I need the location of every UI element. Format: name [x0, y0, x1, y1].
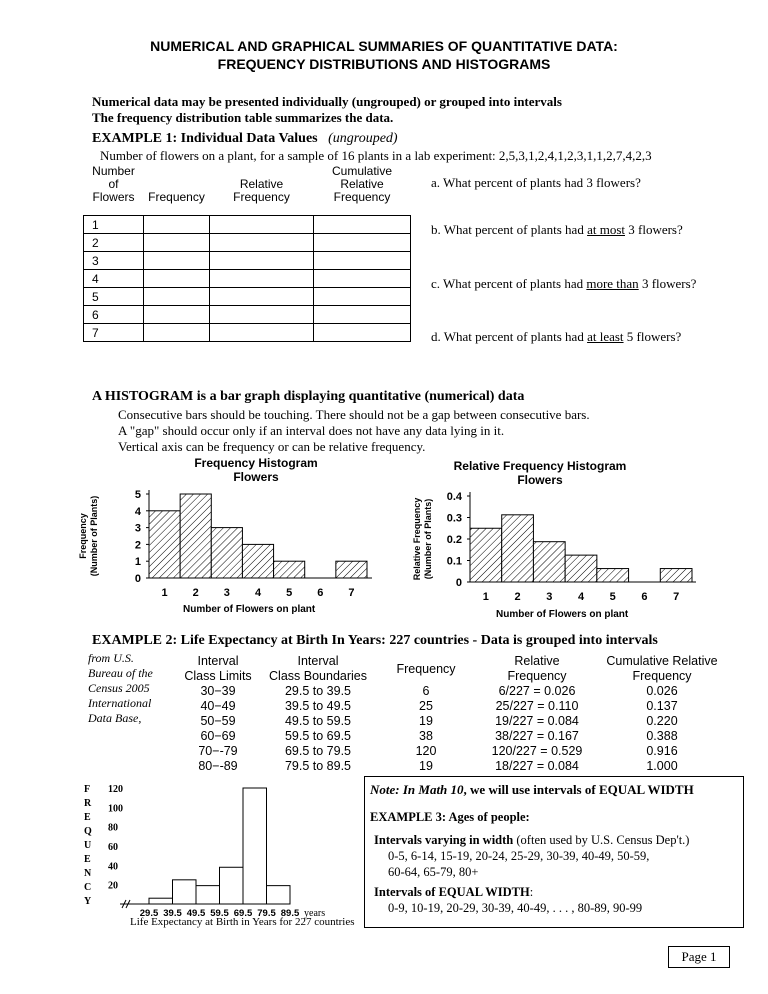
header-number-of-flowers: Number of Flowers: [92, 164, 135, 204]
table-row: [84, 306, 411, 324]
example2-source: from U.S. Bureau of the Census 2005 International Data Base,: [88, 651, 153, 725]
y-tick-label: 2: [134, 539, 141, 552]
table-cell: 30−39: [200, 684, 236, 698]
table-cell: 39.5 to 49.5: [284, 699, 352, 713]
table-cell: 25: [419, 699, 433, 713]
histogram-bar: [597, 569, 629, 582]
y-tick-label: 0: [134, 573, 141, 585]
histogram-bar: [267, 886, 291, 904]
histogram-heading: A HISTOGRAM is a bar graph displaying quantitative (numerical) data: [92, 389, 525, 404]
relfreq-histogram-title: Relative Frequency Histogram Flowers: [453, 459, 627, 487]
table-cell: 38/227 = 0.167: [495, 729, 579, 743]
table-row: [176, 759, 726, 774]
question-c: c. What percent of plants had more than 3 flowers?: [431, 276, 697, 291]
header-frequency: Frequency: [396, 661, 456, 676]
row-label: 5: [84, 288, 144, 306]
life-expectancy-table: [176, 654, 726, 774]
y-axis-letter: E: [84, 812, 91, 823]
header-cumulative-relative-frequency: Cumulative Relative Frequency: [331, 164, 393, 204]
y-tick-label: 3: [134, 522, 141, 535]
example2-heading: EXAMPLE 2: Life Expectancy at Birth In Years: 227 countries - Data is grouped into intervals: [92, 633, 658, 648]
histogram-bar: [173, 880, 197, 904]
y-tick-label: 0.1: [446, 555, 462, 568]
table-cell: 120/227 = 0.529: [491, 744, 583, 758]
row-label: 6: [84, 306, 144, 324]
y-tick-label: 4: [134, 505, 141, 518]
example3-equal-title: Intervals of EQUAL WIDTH:: [374, 885, 534, 899]
intro-line1: Numerical data may be presented individually (ungrouped) or grouped into intervals: [92, 94, 562, 109]
x-tick-label: 4: [577, 591, 585, 603]
y-tick-label: 0: [455, 577, 462, 589]
frequency-table: [83, 165, 411, 342]
histogram-bar: [243, 788, 267, 904]
y-tick-label: 80: [108, 822, 118, 834]
example1-heading: EXAMPLE 1: Individual Data Values (ungrouped): [92, 131, 398, 146]
table-row: [84, 234, 411, 252]
x-tick-label: 7: [348, 587, 355, 599]
table-cell: 19: [419, 759, 433, 773]
table-row: [176, 699, 726, 714]
y-axis-letter: R: [84, 798, 92, 809]
x-tick-label: 1: [161, 587, 168, 599]
y-tick-label: 0.2: [446, 534, 462, 546]
row-label: 3: [84, 252, 144, 270]
row-label: 2: [84, 234, 144, 252]
x-tick-label: 3: [223, 587, 230, 599]
histogram-bar: [180, 494, 211, 578]
freq-histogram-title: Frequency Histogram Flowers: [194, 456, 318, 484]
x-unit-label: years: [304, 908, 326, 919]
x-tick-label: 5: [609, 591, 616, 603]
table-cell: 25/227 = 0.110: [495, 699, 579, 713]
table-row: [176, 684, 726, 699]
y-axis-letter: F: [84, 784, 91, 795]
row-label: 7: [84, 324, 144, 342]
relfreq-histogram-xlabel: Number of Flowers on plant: [496, 609, 629, 620]
x-tick-label: 6: [317, 587, 324, 599]
table-cell: 80−-89: [198, 759, 238, 773]
x-tick-label: 59.5: [210, 908, 229, 919]
question-b: b. What percent of plants had at most 3 flowers?: [431, 222, 683, 237]
table-row: [84, 270, 411, 288]
table-cell: 120: [415, 744, 437, 758]
table-row: [84, 288, 411, 306]
x-tick-label: 7: [673, 591, 680, 603]
x-tick-label: 3: [546, 591, 553, 603]
histogram-bar: [470, 528, 502, 582]
histogram-bar: [660, 569, 692, 582]
table-cell: 49.5 to 59.5: [284, 714, 352, 728]
table-row: [84, 252, 411, 270]
question-d: d. What percent of plants had at least 5 flowers?: [431, 329, 682, 344]
frequency-table-header: [84, 165, 411, 216]
y-tick-label: 60: [108, 842, 118, 853]
y-tick-label: 20: [108, 880, 118, 892]
histogram-bar: [220, 867, 244, 904]
x-tick-label: 5: [286, 587, 293, 599]
table-cell: 38: [419, 729, 433, 743]
x-tick-label: 1: [482, 591, 489, 603]
y-tick-label: 100: [108, 803, 123, 815]
header-relative-frequency: Relative Frequency: [507, 654, 567, 683]
y-axis-letter: U: [84, 840, 92, 851]
x-tick-label: 2: [192, 587, 199, 599]
y-tick-label: 1: [134, 556, 141, 569]
table-cell: 50−59: [200, 714, 236, 728]
histogram-bar: [242, 544, 273, 578]
page-title-line1: NUMERICAL AND GRAPHICAL SUMMARIES OF QUANTITATIVE DATA:: [150, 38, 618, 54]
table-cell: 79.5 to 89.5: [284, 759, 352, 773]
y-tick-label: 120: [108, 784, 123, 795]
life-expectancy-xlabel: Life Expectancy at Birth in Years for 227 countries: [130, 916, 355, 928]
histogram-bar: [149, 898, 173, 904]
x-tick-label: 4: [254, 587, 262, 599]
example3-equal-line2: 0-9, 10-19, 20-29, 30-39, 40-49, . . . , 80-89, 90-99: [388, 901, 643, 915]
y-axis-letter: E: [84, 854, 91, 865]
x-tick-label: 6: [641, 591, 648, 603]
example3-varying-line2: 0-5, 6-14, 15-19, 20-24, 25-29, 30-39, 40-49, 50-59,: [388, 849, 650, 863]
x-tick-label: 49.5: [186, 908, 206, 919]
table-row: [176, 714, 726, 729]
note-text: Note: In Math 10, we will use intervals of EQUAL WIDTH: [370, 782, 694, 797]
y-axis-label: Frequency(Number of Plants): [78, 495, 99, 577]
histogram-bar: [274, 561, 305, 578]
histogram-bar: [565, 555, 597, 582]
table-cell: 0.026: [646, 684, 678, 698]
x-tick-label: 79.5: [257, 908, 276, 919]
relfreq-histogram: [406, 488, 696, 628]
y-tick-label: 0.4: [446, 491, 462, 503]
histogram-bar: [196, 886, 220, 904]
table-cell: 18/227 = 0.084: [495, 759, 579, 773]
table-cell: 0.388: [646, 729, 678, 743]
table-cell: 19/227 = 0.084: [495, 714, 579, 728]
histogram-bar: [502, 515, 534, 582]
table-cell: 29.5 to 39.5: [284, 684, 352, 698]
y-tick-label: 0.3: [446, 512, 462, 525]
x-tick-label: 69.5: [233, 908, 253, 919]
row-label: 1: [84, 216, 144, 234]
histogram-bar: [336, 561, 367, 578]
histogram-line1: Consecutive bars should be touching. There should not be a gap between consecutive bars.: [118, 407, 590, 422]
question-a: a. What percent of plants had 3 flowers?: [431, 175, 641, 190]
x-tick-label: 89.5: [280, 908, 300, 919]
table-cell: 0.916: [646, 744, 678, 758]
y-tick-label: 40: [108, 861, 118, 873]
table-cell: 40−49: [200, 699, 236, 713]
table-row: [176, 729, 726, 744]
header-class-boundaries: Interval Class Boundaries: [269, 654, 367, 683]
table-cell: 19: [419, 714, 433, 728]
table-cell: 70−-79: [198, 744, 238, 758]
x-tick-label: 2: [514, 591, 521, 603]
y-axis-letter: N: [84, 868, 92, 879]
x-tick-label: 29.5: [139, 908, 159, 919]
table-header: [176, 654, 726, 684]
header-relative-frequency: Relative Frequency: [233, 177, 290, 204]
histogram-line2: A "gap" should occur only if an interval does not have any data lying in it.: [118, 423, 505, 438]
histogram-bar: [533, 542, 565, 582]
table-cell: 60−69: [200, 729, 236, 743]
table-cell: 6/227 = 0.026: [498, 684, 576, 698]
y-axis-letter: Q: [84, 826, 92, 837]
table-cell: 6: [422, 684, 430, 698]
life-expectancy-histogram: [82, 776, 372, 928]
intro-line2: The frequency distribution table summarizes the data.: [92, 110, 394, 125]
table-cell: 0.137: [646, 699, 678, 713]
y-axis-label: Relative Frequency(Number of Plants): [412, 497, 433, 581]
header-cumulative-relative-frequency: Cumulative Relative Frequency: [606, 654, 718, 683]
example3-heading: EXAMPLE 3: Ages of people:: [370, 810, 530, 824]
x-tick-label: 39.5: [163, 908, 182, 919]
header-frequency: Frequency: [148, 190, 205, 204]
header-class-limits: Interval Class Limits: [184, 654, 252, 683]
table-row: [84, 324, 411, 342]
table-cell: 0.220: [646, 714, 678, 728]
page-title-line2: FREQUENCY DISTRIBUTIONS AND HISTOGRAMS: [217, 56, 551, 72]
y-tick-label: 5: [134, 489, 141, 501]
table-cell: 1.000: [646, 759, 678, 773]
row-label: 4: [84, 270, 144, 288]
page-number: Page 1: [668, 946, 730, 968]
histogram-bar: [149, 511, 180, 578]
table-cell: 69.5 to 79.5: [284, 744, 352, 758]
freq-histogram-xlabel: Number of Flowers on plant: [183, 604, 316, 615]
histogram-bar: [211, 528, 242, 578]
y-axis-letter: C: [84, 882, 92, 893]
example1-data-line: Number of flowers on a plant, for a sample of 16 plants in a lab experiment: 2,5,3,1,2,4,1,2,3,1,1,2,7,4,2,3: [100, 148, 652, 163]
example3-varying-title: Intervals varying in width (often used by U.S. Census Dep't.): [374, 833, 690, 847]
table-row: [84, 216, 411, 234]
histogram-line3: Vertical axis can be frequency or can be relative frequency.: [118, 439, 426, 454]
table-row: [176, 744, 726, 759]
y-axis-letter: Y: [84, 896, 92, 907]
table-cell: 59.5 to 69.5: [284, 729, 352, 743]
example3-varying-line3: 60-64, 65-79, 80+: [388, 865, 479, 879]
